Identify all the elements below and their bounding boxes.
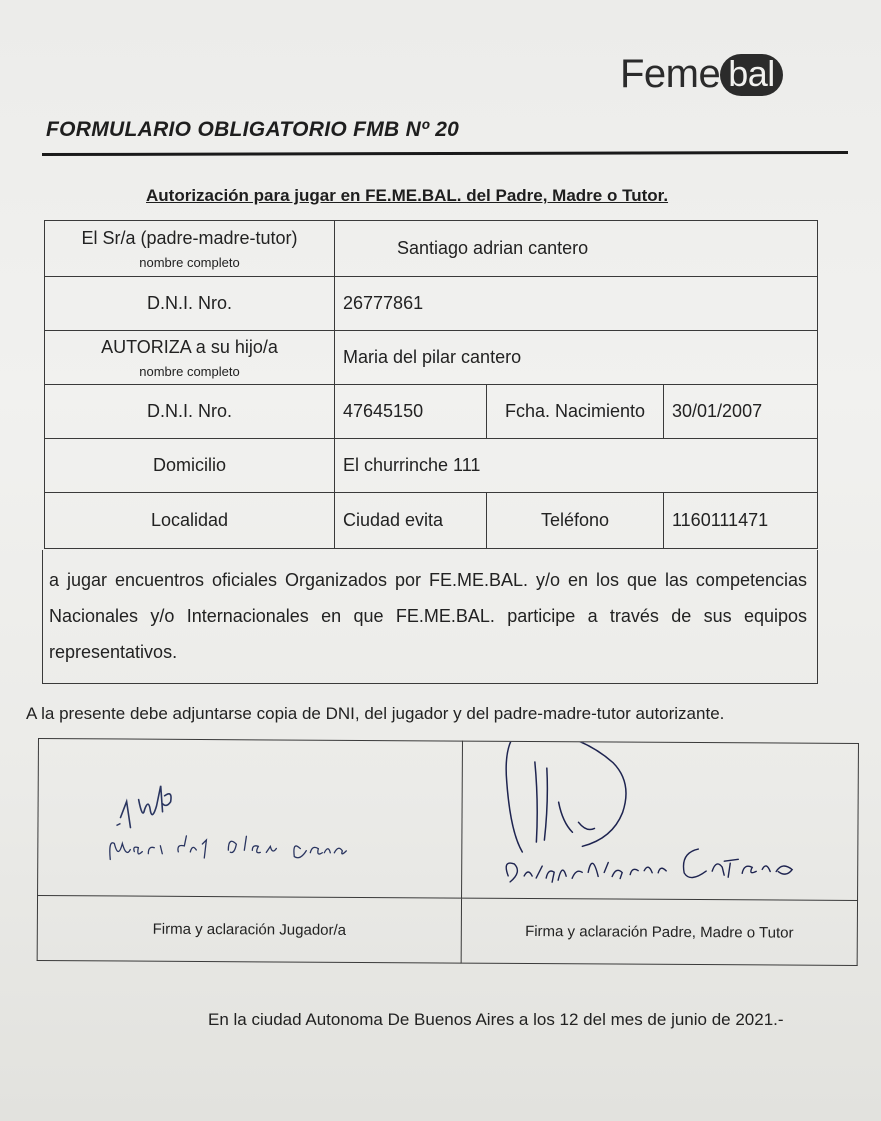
form-title: FORMULARIO OBLIGATORIO FMB Nº 20 — [46, 118, 460, 141]
authorization-form-table — [44, 220, 818, 549]
table-row — [45, 277, 818, 331]
child-dni-field[interactable]: 47645150 — [335, 385, 487, 439]
child-label: AUTORIZA a su hijo/a — [101, 336, 278, 357]
player-signature-caption: Firma y aclaración Jugador/a — [37, 896, 461, 964]
city-field[interactable]: Ciudad evita — [335, 493, 487, 549]
child-label-cell — [45, 331, 335, 385]
table-row — [45, 221, 818, 277]
player-signature — [38, 739, 463, 896]
attachment-note: A la presente debe adjuntarse copia de DNI, del jugador y del padre-madre-tutor autorizante. — [26, 704, 725, 723]
logo-pill: bal — [720, 54, 783, 96]
parent-dni-field[interactable]: 26777861 — [335, 277, 818, 331]
table-row — [45, 493, 818, 549]
table-row — [45, 331, 818, 385]
address-field[interactable]: El churrinche 111 — [335, 439, 818, 493]
signature-table — [37, 738, 859, 966]
parent-signature — [462, 742, 859, 898]
parent-signature-box[interactable] — [462, 741, 859, 900]
phone-label: Teléfono — [487, 493, 664, 549]
authorization-text: a jugar encuentros oficiales Organizados por FE.ME.BAL. y/o en los que las competencias Nacionales y/o Internacionales en que FE.ME.BAL. participe a través de sus equipos representativos. — [42, 550, 818, 684]
phone-field[interactable]: 1160111471 — [664, 493, 818, 549]
parent-label: El Sr/a (padre-madre-tutor) — [81, 227, 298, 248]
table-row — [45, 385, 818, 439]
address-label: Domicilio — [45, 439, 335, 493]
birth-date-label: Fcha. Nacimiento — [487, 385, 664, 439]
parent-name-field[interactable]: Santiago adrian cantero — [335, 221, 818, 277]
logo-text: Feme — [620, 52, 721, 96]
title-divider — [42, 151, 848, 156]
table-row — [45, 439, 818, 493]
parent-label-cell — [45, 221, 335, 277]
child-dni-label: D.N.I. Nro. — [45, 385, 335, 439]
birth-date-field[interactable]: 30/01/2007 — [664, 385, 818, 439]
parent-dni-label: D.N.I. Nro. — [45, 277, 335, 331]
city-label: Localidad — [45, 493, 335, 549]
form-subtitle: Autorización para jugar en FE.ME.BAL. del Padre, Madre o Tutor. — [146, 186, 669, 205]
child-name-field[interactable]: Maria del pilar cantero — [335, 331, 818, 385]
femebal-logo — [620, 52, 840, 98]
player-signature-box[interactable] — [38, 739, 463, 899]
place-date-footer: En la ciudad Autonoma De Buenos Aires a los 12 del mes de junio de 2021.- — [208, 1010, 784, 1029]
parent-signature-caption: Firma y aclaración Padre, Madre o Tutor — [461, 898, 857, 965]
child-sublabel: nombre completo — [139, 363, 240, 379]
parent-sublabel: nombre completo — [139, 254, 240, 270]
